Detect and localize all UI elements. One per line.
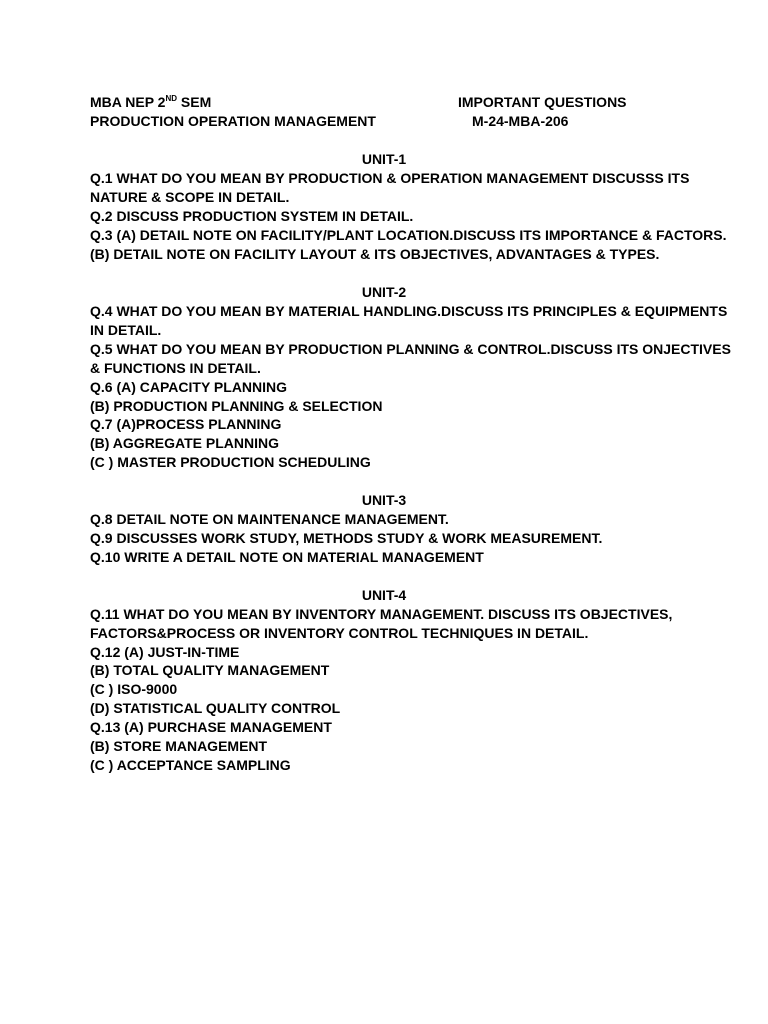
subject-title: PRODUCTION OPERATION MANAGEMENT: [90, 113, 376, 129]
unit-1-line: NATURE & SCOPE IN DETAIL.: [90, 189, 290, 205]
unit-4-line: Q.12 (A) JUST-IN-TIME: [90, 644, 240, 660]
unit-2-line: Q.7 (A)PROCESS PLANNING: [90, 416, 282, 432]
unit-2-line: Q.4 WHAT DO YOU MEAN BY MATERIAL HANDLING.DISCUSS ITS PRINCIPLES & EQUIPMENTS: [90, 303, 728, 319]
course-prefix: MBA NEP 2: [90, 94, 166, 110]
unit-2-line: (B) PRODUCTION PLANNING & SELECTION: [90, 398, 383, 414]
unit-4-line: FACTORS&PROCESS OR INVENTORY CONTROL TECHNIQUES IN DETAIL.: [90, 625, 589, 641]
unit-4-line: (B) STORE MANAGEMENT: [90, 738, 268, 754]
unit-4-title: UNIT-4: [361, 587, 407, 603]
unit-1-title: UNIT-1: [361, 151, 407, 167]
unit-2-line: Q.6 (A) CAPACITY PLANNING: [90, 379, 288, 395]
unit-4-line: (C ) ACCEPTANCE SAMPLING: [90, 757, 291, 773]
unit-2-line: (B) AGGREGATE PLANNING: [90, 435, 279, 451]
unit-3-title: UNIT-3: [361, 492, 407, 508]
unit-2-line: IN DETAIL.: [90, 322, 162, 338]
unit-3-line: Q.8 DETAIL NOTE ON MAINTENANCE MANAGEMENT.: [90, 511, 449, 527]
unit-4-line: Q.13 (A) PURCHASE MANAGEMENT: [90, 719, 332, 735]
unit-4-line: (C ) ISO-9000: [90, 681, 178, 697]
unit-4-line: (B) TOTAL QUALITY MANAGEMENT: [90, 662, 330, 678]
unit-3-line: Q.10 WRITE A DETAIL NOTE ON MATERIAL MANAGEMENT: [90, 549, 484, 565]
unit-1-line: Q.3 (A) DETAIL NOTE ON FACILITY/PLANT LOCATION.DISCUSS ITS IMPORTANCE & FACTORS.: [90, 227, 727, 243]
unit-4-line: Q.11 WHAT DO YOU MEAN BY INVENTORY MANAGEMENT. DISCUSS ITS OBJECTIVES,: [90, 606, 673, 622]
course-heading: [90, 93, 211, 111]
unit-1-line: Q.1 WHAT DO YOU MEAN BY PRODUCTION & OPERATION MANAGEMENT DISCUSSS ITS: [90, 170, 690, 186]
unit-2-line: & FUNCTIONS IN DETAIL.: [90, 360, 261, 376]
unit-2-line: Q.5 WHAT DO YOU MEAN BY PRODUCTION PLANNING & CONTROL.DISCUSS ITS ONJECTIVES: [90, 341, 731, 357]
unit-1-line: (B) DETAIL NOTE ON FACILITY LAYOUT & ITS OBJECTIVES, ADVANTAGES & TYPES.: [90, 246, 660, 262]
course-suffix: SEM: [177, 94, 212, 110]
unit-3-line: Q.9 DISCUSSES WORK STUDY, METHODS STUDY & WORK MEASUREMENT.: [90, 530, 603, 546]
unit-4-line: (D) STATISTICAL QUALITY CONTROL: [90, 700, 341, 716]
course-superscript: ND: [165, 94, 178, 103]
important-questions-title: IMPORTANT QUESTIONS: [458, 94, 627, 110]
unit-2-line: (C ) MASTER PRODUCTION SCHEDULING: [90, 454, 371, 470]
paper-code: M-24-MBA-206: [472, 113, 569, 129]
unit-1-line: Q.2 DISCUSS PRODUCTION SYSTEM IN DETAIL.: [90, 208, 414, 224]
unit-2-title: UNIT-2: [361, 284, 407, 300]
